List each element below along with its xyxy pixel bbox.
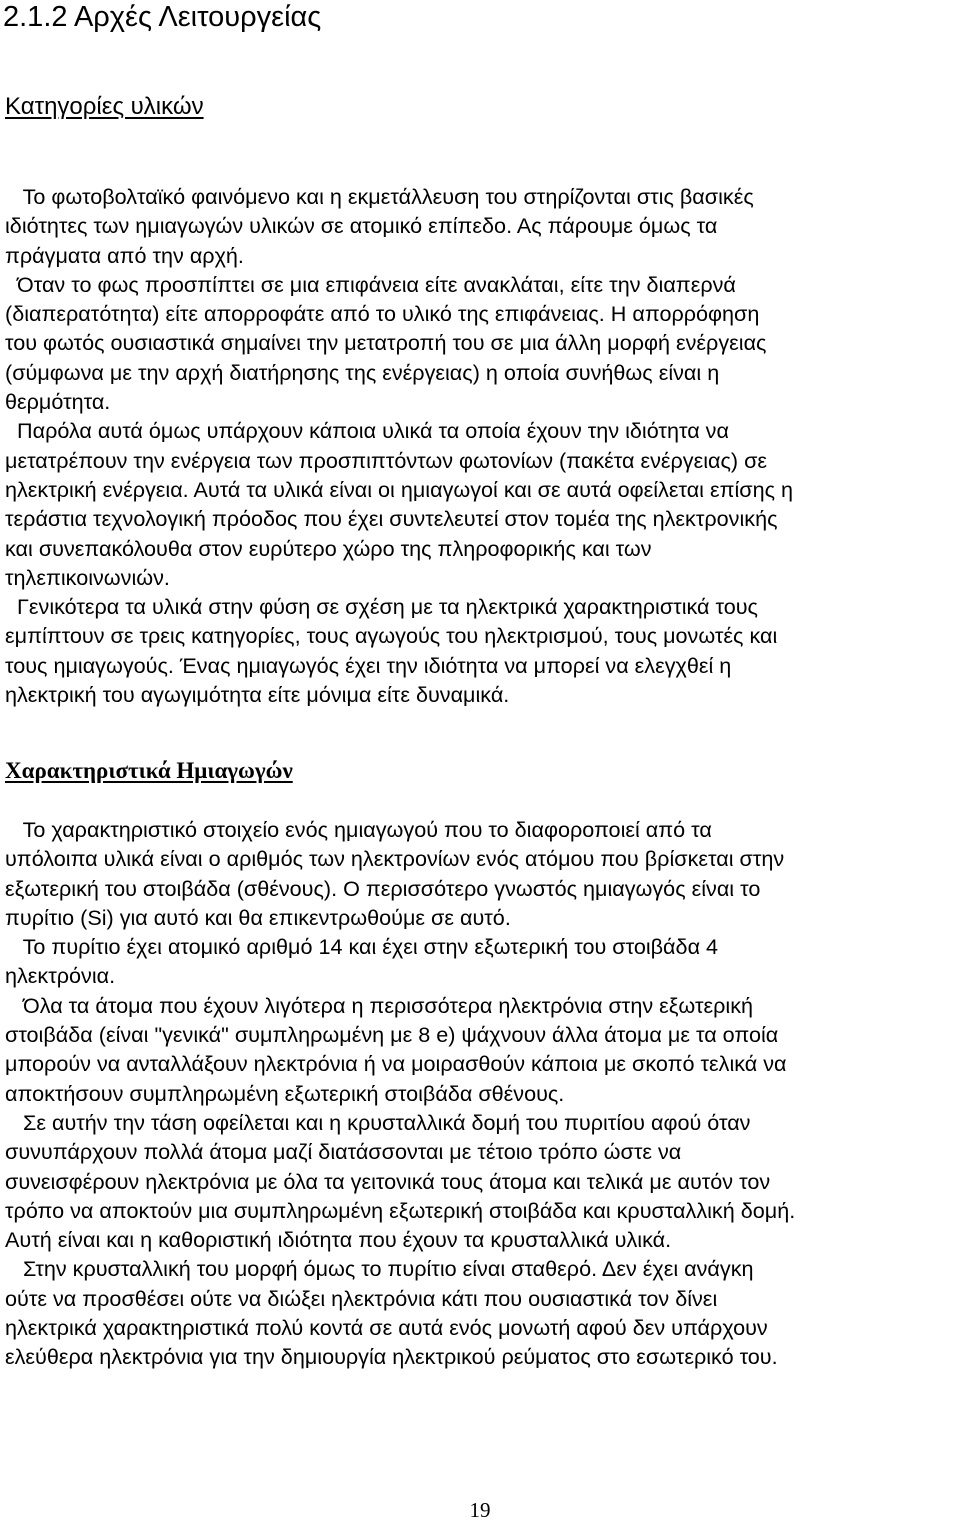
text-line: ηλεκτρόνια.: [5, 963, 116, 989]
text-line: στοιβάδα (είναι "γενικά" συμπληρωμένη με 8 e) ψάχνουν άλλα άτομα με τα οποία: [5, 1022, 779, 1048]
text-line: του φωτός ουσιαστικά σημαίνει την μετατροπή του σε μια άλλη μορφή ενέργειας: [5, 330, 767, 356]
text-line: Παρόλα αυτά όμως υπάρχουν κάποια υλικά τα οποία έχουν την ιδιότητα να: [5, 418, 729, 444]
text-line: Γενικότερα τα υλικά στην φύση σε σχέση με τα ηλεκτρικά χαρακτηριστικά τους: [5, 594, 758, 620]
text-line: πυρίτιο (Si) για αυτό και θα επικεντρωθούμε σε αυτό.: [5, 904, 511, 930]
text-line: συνυπάρχουν πολλά άτομα μαζί διατάσσονται με τέτοιο τρόπο ώστε να: [5, 1139, 682, 1165]
text-line: υπόλοιπα υλικά είναι ο αριθμός των ηλεκτρονίων ενός ατόμου που βρίσκεται στην: [5, 846, 785, 872]
text-line: τεράστια τεχνολογική πρόοδος που έχει συντελευτεί στον τομέα της ηλεκτρονικής: [5, 506, 778, 532]
text-line: ηλεκτρικά χαρακτηριστικά πολύ κοντά σε αυτά ενός μονωτή αφού δεν υπάρχουν: [5, 1315, 768, 1341]
text-line: θερμότητα.: [5, 389, 111, 415]
text-line: Το πυρίτιο έχει ατομικό αριθμό 14 και έχει στην εξωτερική του στοιβάδα 4: [5, 934, 719, 960]
text-line: ελεύθερα ηλεκτρόνια για την δημιουργία ηλεκτρικού ρεύματος στο εσωτερικό του.: [5, 1344, 778, 1370]
text-line: εμπίπτουν σε τρεις κατηγορίες, τους αγωγούς του ηλεκτρισμού, τους μονωτές και: [5, 623, 778, 649]
text-line: (σύμφωνα με την αρχή διατήρησης της ενέργειας) η οποία συνήθως είναι η: [5, 359, 720, 385]
page-number: 19: [469, 1498, 491, 1522]
text-line: εξωτερική του στοιβάδα (σθένους). Ο περισσότερο γνωστός ημιαγωγός είναι το: [5, 875, 761, 901]
text-line: ιδιότητες των ημιαγωγών υλικών σε ατομικό επίπεδο. Ας πάρουμε όμως τα: [5, 213, 718, 239]
text-line: (διαπερατότητα) είτε απορροφάτε από το υλικό της επιφάνειας. Η απορρόφηση: [5, 301, 760, 327]
text-line: Σε αυτήν την τάση οφείλεται και η κρυσταλλικά δομή του πυριτίου αφού όταν: [5, 1109, 751, 1135]
text-line: και συνεπακόλουθα στον ευρύτερο χώρο της πληροφορικής και των: [5, 535, 652, 561]
text-line: ηλεκτρική του αγωγιμότητα είτε μόνιμα είτε δυναμικά.: [5, 682, 510, 708]
paragraph-block-semiconductors: [5, 815, 960, 1372]
text-line: Στην κρυσταλλική του μορφή όμως το πυρίτιο είναι σταθερό. Δεν έχει ανάγκη: [5, 1256, 754, 1282]
text-line: ούτε να προσθέσει ούτε να διώξει ηλεκτρόνια κάτι που ουσιαστικά τον δίνει: [5, 1285, 718, 1311]
text-line: Το χαρακτηριστικό στοιχείο ενός ημιαγωγού που το διαφοροποιεί από τα: [5, 817, 712, 842]
heading-semiconductor-characteristics: Χαρακτηριστικά Ημιαγωγών: [5, 758, 293, 783]
paragraph-block-materials: [5, 182, 960, 709]
text-line: μετατρέπουν την ενέργεια των προσπιπτόντων φωτονίων (πακέτα ενέργειας) σε: [5, 447, 768, 473]
text-line: τους ημιαγωγούς. Ένας ημιαγωγός έχει την ιδιότητα να μπορεί να ελεγχθεί η: [5, 652, 732, 678]
text-line: πράγματα από την αρχή.: [5, 242, 244, 268]
section-title: 2.1.2 Αρχές Λειτουργείας: [3, 1, 322, 33]
text-line: τηλεπικοινωνιών.: [5, 564, 170, 590]
text-line: Το φωτοβολταϊκό φαινόμενο και η εκμετάλλευση του στηρίζονται στις βασικές: [5, 184, 754, 209]
heading-material-categories: Κατηγορίες υλικών: [5, 93, 204, 120]
text-line: μπορούν να ανταλλάξουν ηλεκτρόνια ή να μοιρασθούν κάποια με σκοπό τελικά να: [5, 1051, 787, 1077]
text-line: Όλα τα άτομα που έχουν λιγότερα η περισσότερα ηλεκτρόνια στην εξωτερική: [5, 992, 754, 1018]
text-line: ηλεκτρική ενέργεια. Αυτά τα υλικά είναι οι ημιαγωγοί και σε αυτά οφείλεται επίσης η: [5, 476, 794, 502]
text-line: συνεισφέρουν ηλεκτρόνια με όλα τα γειτονικά τους άτομα και τελικά με αυτόν τον: [5, 1168, 771, 1194]
text-line: Όταν το φως προσπίπτει σε μια επιφάνεια είτε ανακλάται, είτε την διαπερνά: [5, 271, 736, 297]
text-line: τρόπο να αποκτούν μια συμπληρωμένη εξωτερική στοιβάδα και κρυσταλλική δομή.: [5, 1197, 796, 1223]
text-line: Αυτή είναι και η καθοριστική ιδιότητα που έχουν τα κρυσταλλικά υλικά.: [5, 1227, 672, 1253]
text-line: αποκτήσουν συμπληρωμένη εξωτερική στοιβάδα σθένους.: [5, 1080, 565, 1106]
